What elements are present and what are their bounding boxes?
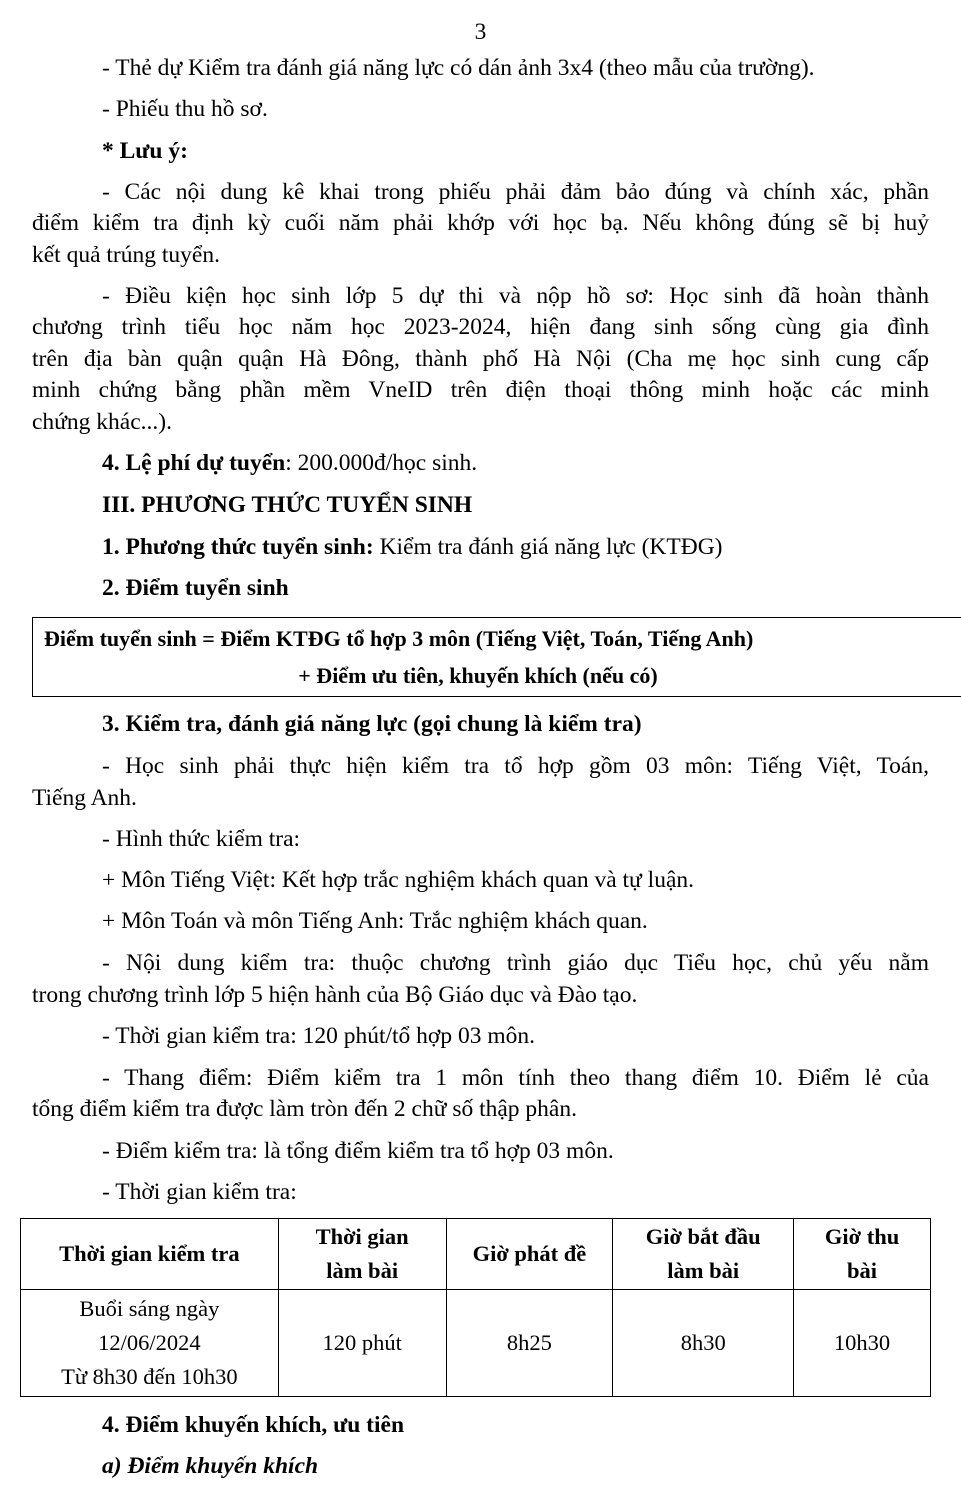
note-para1-line2: điểm kiểm tra định kỳ cuối năm phải khớp với học bạ. Nếu không đúng sẽ bị huỷ: [32, 210, 929, 236]
scale-para-line2: tổng điểm kiểm tra được làm tròn đến 2 chữ số thập phân.: [32, 1096, 577, 1122]
fee-line: [102, 447, 477, 479]
form-vietnamese: + Môn Tiếng Việt: Kết hợp trắc nghiệm khách quan và tự luận.: [102, 867, 694, 893]
cell-start: 8h30: [613, 1290, 794, 1397]
fee-label: 4. Lệ phí dự tuyển: [102, 450, 286, 476]
total-line: - Điểm kiểm tra: là tổng điểm kiểm tra tổ hợp 03 môn.: [102, 1138, 614, 1164]
test-para1-line1: - Học sinh phải thực hiện kiểm tra tổ hợp gồm 03 môn: Tiếng Việt, Toán,: [102, 753, 929, 779]
note-para1-line3: kết quả trúng tuyển.: [32, 242, 220, 268]
note-para2-line4: minh chứng bằng phần mềm VneID trên điện thoại thông minh hoặc các minh: [32, 377, 929, 403]
section-3-title: III. PHƯƠNG THỨC TUYỂN SINH: [102, 492, 473, 518]
page-number: 3: [474, 19, 487, 45]
cell-session: Buổi sáng ngày 12/06/2024 Từ 8h30 đến 10h30: [21, 1290, 279, 1397]
line-card: - Thẻ dự Kiểm tra đánh giá năng lực có dán ảnh 3x4 (theo mẫu của trường).: [102, 55, 815, 81]
formula-line1: Điểm tuyển sinh = Điểm KTĐG tổ hợp 3 môn (Tiếng Việt, Toán, Tiếng Anh): [44, 626, 754, 651]
table-header-row: [21, 1219, 931, 1290]
note-para1-line1: - Các nội dung kê khai trong phiếu phải đảm bảo đúng và chính xác, phần: [102, 179, 929, 205]
note-para2-line5: chứng khác...).: [32, 409, 172, 435]
note-para2-line3: trên địa bàn quận quận Hà Đông, thành phố Hà Nội (Cha mẹ học sinh cung cấp: [32, 346, 929, 372]
schedule-label: - Thời gian kiểm tra:: [102, 1179, 297, 1205]
header-handout-time: Giờ phát đề: [446, 1219, 613, 1290]
cell-duration: 120 phút: [278, 1290, 446, 1397]
note-para2-line2: chương trình tiểu học năm học 2023-2024, hiện đang sinh sống cùng gia đình: [32, 314, 929, 340]
content-para-line2: trong chương trình lớp 5 hiện hành của Bộ Giáo dục và Đào tạo.: [32, 982, 638, 1008]
table-row: [21, 1290, 931, 1397]
header-collect-time: Giờ thu bài: [794, 1219, 931, 1290]
test-para1-line2: Tiếng Anh.: [32, 785, 137, 811]
formula-line2: + Điểm ưu tiên, khuyến khích (nếu có): [298, 663, 658, 688]
header-duration: Thời gian làm bài: [278, 1219, 446, 1290]
formula-box: [32, 617, 961, 697]
cell-collect: 10h30: [794, 1290, 931, 1397]
form-math-english: + Môn Toán và môn Tiếng Anh: Trắc nghiệm khách quan.: [102, 908, 648, 934]
bonus-heading: 4. Điểm khuyến khích, ưu tiên: [102, 1412, 405, 1438]
bonus-subheading: a) Điểm khuyến khích: [102, 1453, 319, 1479]
note-heading: * Lưu ý:: [102, 138, 188, 164]
test-heading: 3. Kiểm tra, đánh giá năng lực (gọi chung là kiểm tra): [102, 711, 642, 737]
scale-para-line1: - Thang điểm: Điểm kiểm tra 1 môn tính theo thang điểm 10. Điểm lẻ của: [102, 1065, 929, 1091]
form-label: - Hình thức kiểm tra:: [102, 826, 301, 852]
note-para2-line1: - Điều kiện học sinh lớp 5 dự thi và nộp hồ sơ: Học sinh đã hoàn thành: [102, 283, 929, 309]
header-start-time: Giờ bắt đầu làm bài: [613, 1219, 794, 1290]
fee-value: : 200.000đ/học sinh.: [285, 450, 478, 476]
duration-line: - Thời gian kiểm tra: 120 phút/tổ hợp 03 môn.: [102, 1023, 536, 1049]
method-line: [102, 531, 723, 563]
method-label: 1. Phương thức tuyển sinh:: [102, 534, 374, 560]
cell-handout: 8h25: [446, 1290, 613, 1397]
header-test-time: Thời gian kiểm tra: [21, 1219, 279, 1290]
method-value: Kiểm tra đánh giá năng lực (KTĐG): [373, 534, 723, 560]
line-receipt: - Phiếu thu hồ sơ.: [102, 96, 268, 122]
schedule-table: [20, 1218, 931, 1397]
score-heading: 2. Điểm tuyển sinh: [102, 575, 289, 601]
content-para-line1: - Nội dung kiểm tra: thuộc chương trình giáo dục Tiểu học, chủ yếu nằm: [102, 950, 929, 976]
